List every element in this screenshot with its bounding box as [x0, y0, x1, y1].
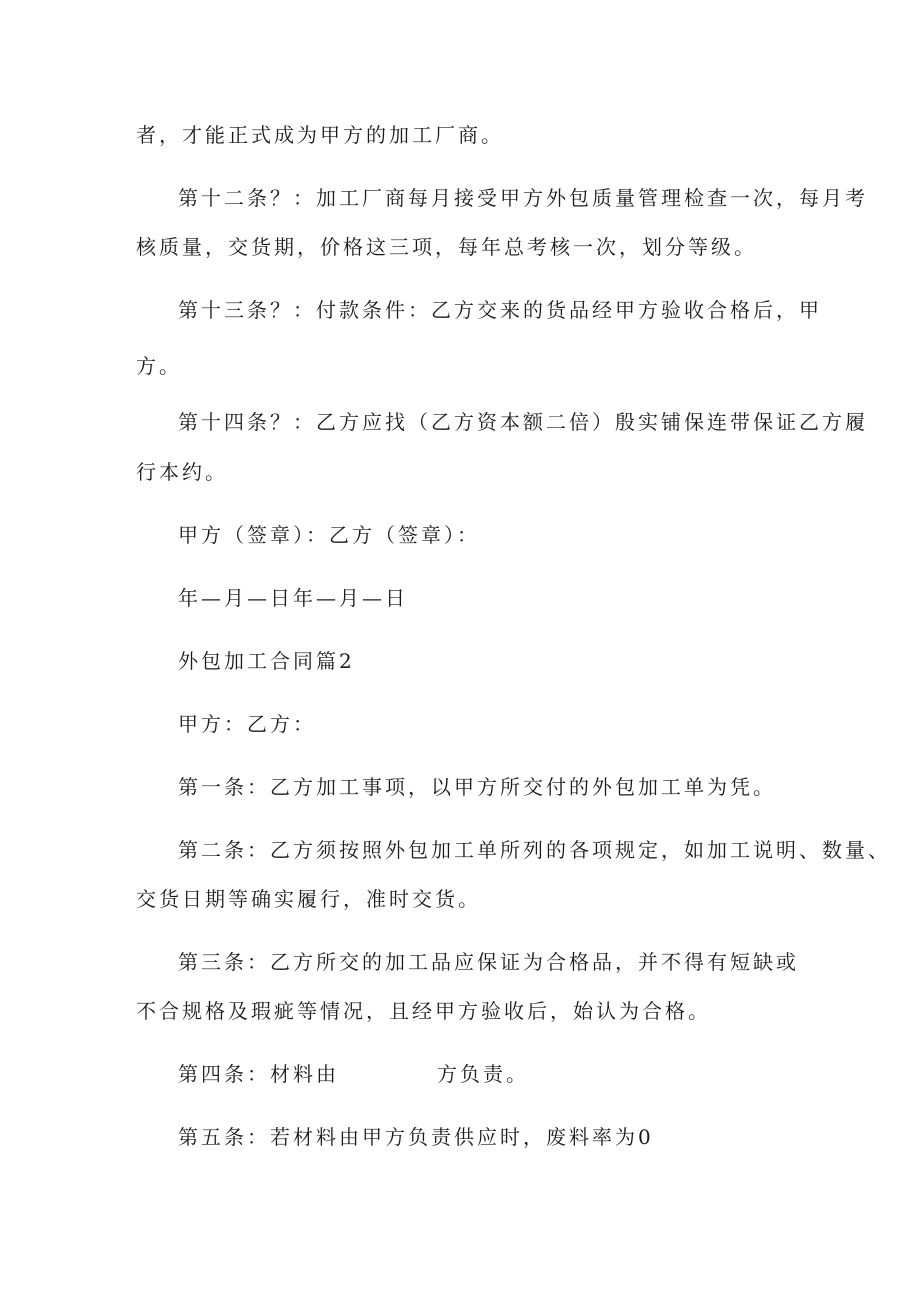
- text-line: 行本约。: [136, 460, 228, 484]
- text-line: 第二条：乙方须按照外包加工单所列的各项规定，如加工说明、数量、: [178, 838, 891, 862]
- section-title: 外包加工合同篇2: [178, 649, 355, 673]
- text-line: 第五条：若材料由甲方负责供应时，废料率为0: [178, 1125, 654, 1149]
- parties-line: 甲方：乙方：: [178, 712, 316, 736]
- clause-4-text-end: 方负责。: [437, 1062, 529, 1086]
- clause-4-text-start: 第四条：材料由: [178, 1062, 339, 1086]
- text-line: [178, 1060, 529, 1088]
- text-line: 交货日期等确实履行，准时交货。: [136, 887, 481, 911]
- text-line: 者，才能正式成为甲方的加工厂商。: [136, 123, 504, 147]
- text-line: 方。: [136, 354, 182, 378]
- text-line: 核质量，交货期，价格这三项，每年总考核一次，划分等级。: [136, 235, 757, 259]
- text-line: 不合规格及瑕疵等情况，且经甲方验收后，始认为合格。: [136, 999, 711, 1023]
- text-line: 第十二条？：加工厂商每月接受甲方外包质量管理检查一次，每月考: [178, 186, 868, 210]
- signature-line: 甲方（签章）：乙方（签章）：: [178, 523, 480, 547]
- text-line: 第十四条？：乙方应找（乙方资本额二倍）殷实铺保连带保证乙方履: [178, 410, 868, 434]
- date-line: 年—月—日年—月—日: [178, 586, 408, 610]
- text-line: 第一条：乙方加工事项，以甲方所交付的外包加工单为凭。: [178, 775, 776, 799]
- text-line: 第三条：乙方所交的加工品应保证为合格品，并不得有短缺或: [178, 950, 799, 974]
- text-line: 第十三条？：付款条件：乙方交来的货品经甲方验收合格后，甲: [178, 298, 822, 322]
